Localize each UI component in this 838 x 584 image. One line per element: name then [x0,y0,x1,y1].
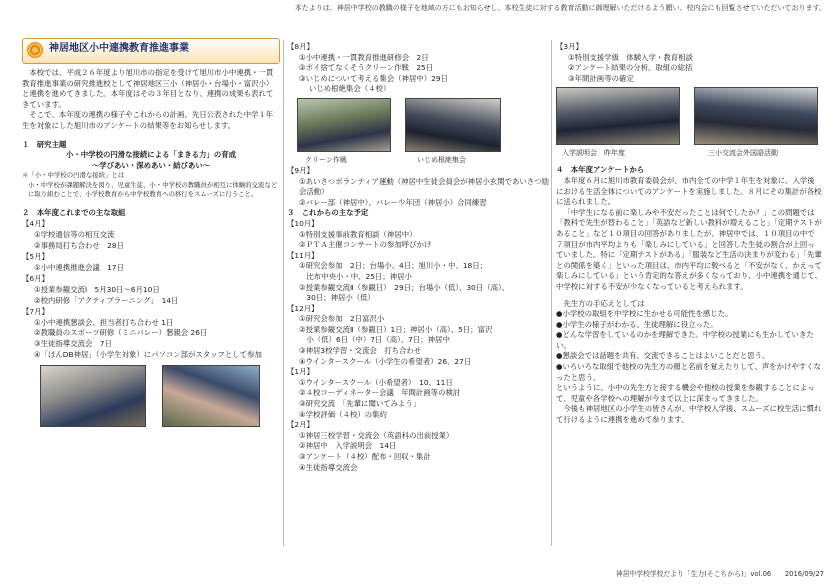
body-paragraph: 先生方の手応えとしては [563,298,645,308]
intro-paragraph: そこで、本年度の連携の様子やこれからの計画、先日公表された中学１年生を対象にした旭川市のアンケートの結果等をお知らせします。 [22,110,274,130]
column-middle [287,42,549,473]
list-item: ③神居3校学習・交流会 打ち合わせ [299,346,422,356]
list-item: ②授業参観交流Ⅱ（参観日）1日；神居小（高）、5日；富沢 [299,324,493,334]
photo-row [22,363,280,429]
body-paragraph: 今後も神居地区の小学生の皆さんが、中学校入学後、スムーズに校生活に慣れて行けるように連携を進めて参ります。 [556,404,822,425]
list-item: ②ポイ捨てなくそうクリーン作戦 25日 [299,63,434,73]
month-label: 【11月】 [287,250,319,260]
month-label: 【5月】 [22,252,49,262]
section-heading: １ 研究主題 [22,139,67,149]
list-item: ①神居三校学習・交流会（英語科の出前授業） [299,430,454,440]
list-item: ③生徒指導交流会 7日 [34,338,112,348]
bullet-item: ●どんな学習をしているのかを理解できた。中学校の授業にも生かしていきたい。 [556,330,814,350]
list-item: ②アンケート結果の分析、取組の総括 [568,63,693,73]
event-photo [405,98,501,152]
list-item: ④生徒指導交流会 [299,462,358,472]
list-item: ④ウインタースクール（小学生の希望者）26、27日 [299,356,472,366]
note-title: ＊「小・中学校の円滑な接続」とは [22,171,125,180]
list-item: ②ＰＴＡ主催コンサートの参加呼びかけ [299,240,432,250]
section-heading: ３ これからの主な予定 [287,208,369,218]
list-item: ①特別支援学級 体験入学・教育相談 [568,52,693,62]
list-item: ①小中連携推進会議 17日 [34,262,124,272]
list-item: ②校内研修「アクティブラーニング」 14日 [34,295,179,305]
intro-paragraph: 本校では、平成２６年度より旭川市の指定を受けて旭川市小中連携・一貫教育推進事業の研究推進校として神居地区三小（神居小・台場小・富沢小）と連携を進めてきました。本年度はその３年目となり、連携の成果も表れてきています。 [22,68,274,109]
month-label: 【9月】 [287,165,314,175]
list-item: ③年間計画等の確定 [568,73,634,83]
month-label: 【4月】 [22,219,49,229]
theme-title: 小・中学校の円滑な接続による「まきる力」の育成 [66,150,236,160]
event-photo [556,87,680,145]
list-item: ④「ほんDB神居」（小学生対象）にパソコン部がスタッフとして参加 [34,349,262,359]
photo-caption: 三小交流会外国語活動 [708,149,778,158]
list-item: ②バレー部（神居中）、バレー少年団（神居小）合同練習 [299,197,487,207]
list-item: ①あいさつボランティア運動（神居中生徒会員会が神居小玄関であいさつ励会活動） [299,176,549,197]
bullet-item: ●懇談会では話題を共有、交流できることはよいことだと思う。 [556,351,770,361]
body-paragraph: 「中学生になる前に楽しみや不安だったことは何でしたか？」この問題では「教科で先生が替わること」「英語など新しい教科が増えること」「定期テストがあること」など１０項目の回答がありましたが、神居中では、１０項目の中で７項目が市内平均よりも「楽しみにしている」と回答した生徒の割合が上回っていました。特に「定期テストがある」「服装など生活の決まりが変わる」「先輩との関係を築く」といった項目は、市内平均に較べると「不安がなく、かえって楽しみにしている」という肯定的な答えが多くなっており、小中連携を通じて、中学校に対する不安が少なくなっていると考えられます。 [556,207,822,291]
month-label: 【7月】 [22,307,49,317]
list-item: ④学校評価（４校）の集約 [299,409,387,419]
month-label: 【10月】 [287,218,319,228]
theme-subtitle: ～学びあい・深めあい・結びあい～ [91,160,211,170]
list-item: ①特別支援事前教育相談（神居中） [299,229,417,239]
bullet-item: ●小学生の様子がわかる。生徒理解に役立った。 [556,319,718,329]
list-item: ①研究会参加 2日；台場小、4日；旭川小・中、18日； [299,261,488,271]
month-label: 【2月】 [287,420,314,430]
column-left [22,38,280,432]
column-divider [283,40,284,546]
list-item: ③アンケート（４校）配布・回収・集計 [299,452,431,461]
page-title: 神居地区小中連携教育推進事業 [49,43,189,54]
logo-icon [27,42,43,58]
column-divider [551,40,552,546]
month-label: 【8月】 [287,42,314,51]
event-photo [40,365,146,427]
footer: 神居中学校学校だより「生力(そこちから)」vol.06 2016/09/27 [615,570,824,578]
month-label: 【3月】 [556,42,583,51]
event-photo [297,98,391,152]
photo-caption: 入学説明会 昨年度 [562,149,625,158]
note-body: 小・中学校が課題解決を図り、児童生徒、小・中学校の教職員が相互に体験的交流などに取り組むことで、小学校教育から中学校教育への移行をスムーズに行うこと。 [28,180,278,199]
list-item: ②４校コーディネーター会議 年間計画等の検討 [299,388,461,398]
list-item: ①研究会参加 2日富沢小 [299,314,385,324]
list-item: ①学校通信等の相互交流 [34,230,115,240]
top-note: 本たよりは、神居中学校の教職の様子を地域の方にもお知らせし、本校生徒に対する教育活動に御理解いただけるよう願い、校内会にも回覧させていただいております。 [294,4,826,12]
list-item: ③いじめについて考える集会（神居中）29日 [299,73,448,83]
list-item: ①ウインタースクール（小希望者） 10、11日 [299,377,453,387]
month-label: 【12月】 [287,303,319,313]
list-item: 30日；神居小（低） [299,293,375,303]
bullet-item: ●いろいろな取組で他校の先生方の顔と名前を覚えたりして、声をかけやすくなったと思う。 [556,362,821,382]
month-label: 【6月】 [22,274,49,284]
body-paragraph: 本年度６月に旭川市教育委員会が、市内全ての中学１年生を対象に、入学後における生活全体についてのアンケートを実施しました。８月にその集計が各校に送られました。 [556,175,822,207]
list-item: ③研究交流 「先輩に聞いてみよう」 [299,399,421,409]
column-right [556,42,822,426]
photo-row [287,98,549,152]
list-item: ②授業参観交流Ⅱ（参観日） 29日；台場小（低）、30日（高）、 [299,282,510,292]
photo-label: いじめ根絶集会（４校） [309,84,391,94]
month-label: 【1月】 [287,367,314,377]
bullet-item: ●小学校の取組を中学校に生かせる可能性を感じた。 [556,309,733,319]
section-heading: ２ 本年度これまでの主な取組 [22,207,126,217]
list-item: ①授業参観交流Ⅰ 5月30日～6月10日 [34,285,160,294]
list-item: 比布中央小・中、25日；神居小 [299,271,412,281]
list-item: 小（低）6日（中）7日（高）、7日；神居中 [299,335,450,345]
list-item: ②教職員のスポーツ研修（ミニバレー）懇親会 26日 [34,328,208,338]
event-photo [162,365,260,427]
list-item: ①小中連携・一貫教育推進研修会 2日 [299,52,429,62]
event-photo [694,87,818,145]
list-item: ②事務局打ち合わせ 28日 [34,240,124,250]
body-paragraph: というように、小中の先生方と接する機会や他校の授業を参観することによって、児童や各学校への理解が今まで以上に深まってきました。 [556,383,815,403]
photo-caption: クリーン作戦 [305,155,347,164]
section-heading: ４ 本年度アンケートから [556,165,645,175]
list-item: ①小中連携懇談会、担当者打ち合わせ 1日 [34,317,174,327]
section-header [22,38,280,64]
list-item: ②神居中 入学説明会 14日 [299,441,397,451]
photo-row [556,87,822,145]
photo-caption: いじめ根絶集会 [417,155,466,164]
